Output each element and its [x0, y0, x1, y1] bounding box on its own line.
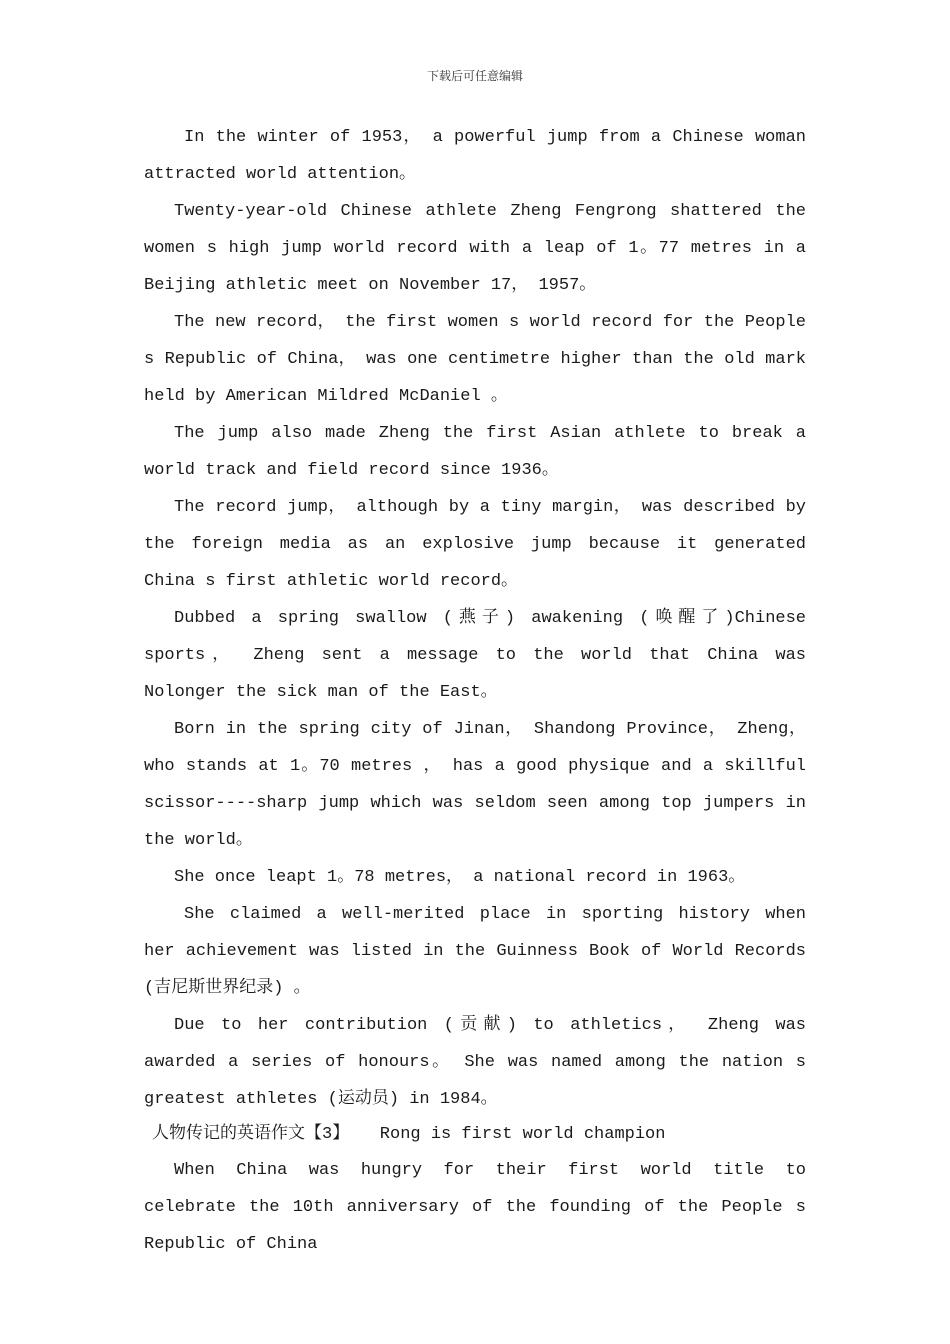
paragraph-1: In the winter of 1953， a powerful jump from a Chinese woman attracted world attention。 [144, 128, 806, 184]
paragraph-4: The jump also made Zheng the first Asian athlete to break a world track and field record since 1936。 [144, 424, 806, 480]
closing-paragraph: When China was hungry for their first world title to celebrate the 10th anniversary of the founding of the People s Republic of China [144, 1161, 806, 1254]
paragraph-9: She claimed a well-merited place in sporting history when her achievement was listed in the Guinness Book of World Records (吉尼斯世界纪录) 。 [144, 905, 806, 998]
page-header: 下载后可任意编辑 [426, 69, 523, 83]
paragraph-5: The record jump， although by a tiny margin， was described by the foreign media as an explosive jump because it generated China s first athletic world record。 [144, 498, 806, 591]
paragraph-8: She once leapt 1。78 metres， a national record in 1963。 [174, 868, 746, 887]
paragraph-7: Born in the spring city of Jinan， Shandong Province， Zheng， who stands at 1。70 metres ， has a good physique and a skillful scissor----sharp jump which was seldom seen among top jumpers in the world。 [144, 720, 806, 850]
paragraph-2: Twenty-year-old Chinese athlete Zheng Fengrong shattered the women s high jump world record with a leap of 1。77 metres in a Beijing athletic meet on November 17， 1957。 [144, 202, 806, 295]
paragraph-10: Due to her contribution (贡献) to athletics， Zheng was awarded a series of honours。 She was named among the nation s greatest athletes (运动员) in 1984。 [144, 1016, 806, 1109]
paragraph-3: The new record， the first women s world record for the People s Republic of China， was one centimetre higher than the old mark held by American Mildred McDaniel 。 [144, 313, 806, 406]
section-heading: 人物传记的英语作文【3】 Rong is first world champion [152, 1125, 666, 1144]
document-body [144, 119, 806, 1263]
paragraph-6: Dubbed a spring swallow (燕子) awakening (唤醒了)Chinese sports， Zheng sent a message to the world that China was Nolonger the sick man of the East。 [144, 609, 806, 702]
